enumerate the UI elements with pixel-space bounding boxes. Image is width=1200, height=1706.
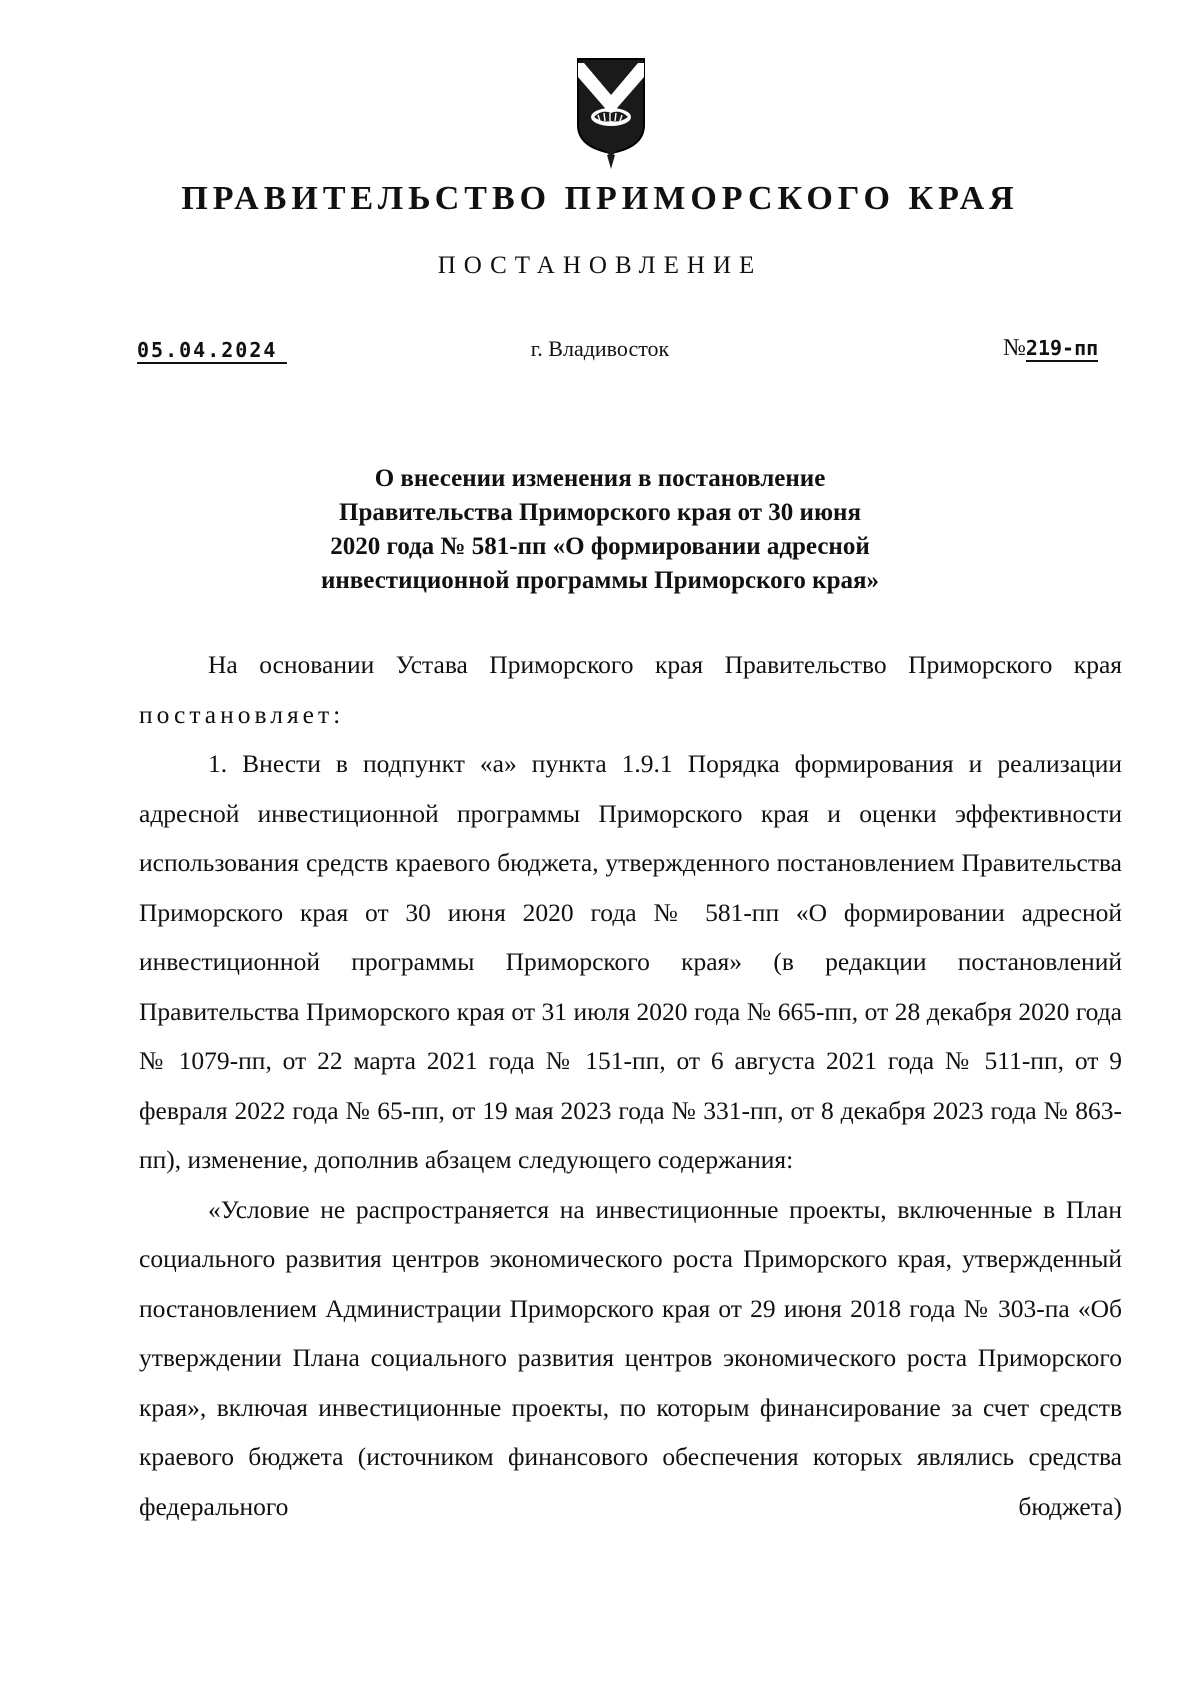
quote-paragraph: «Условие не распространяется на инвестиционные проекты, включенные в План социального развития центров экономического роста Приморского края, утвержденный постановлением Администрации Приморского края от 29 июня 2018 года № 303-па «Об утверждении Плана социального развития центров экономического роста Приморского края», включая инвестиционные проекты, по которым финансирование за счет средств краевого бюджета (источником финансового обеспечения которых являлись средства федерального бюджета) <box>139 1194 1122 1521</box>
subject-line: 2020 года № 581-пп «О формировании адресной <box>330 533 870 560</box>
document-date: 05.04.2024 <box>137 338 287 364</box>
subject-line: Правительства Приморского края от 30 июня <box>339 499 861 526</box>
coat-of-arms-icon <box>574 55 648 173</box>
government-title: ПРАВИТЕЛЬСТВО ПРИМОРСКОГО КРАЯ <box>181 180 1019 217</box>
document-number <box>1003 335 1098 362</box>
item-1-paragraph: 1. Внести в подпункт «а» пункта 1.9.1 Порядка формирования и реализации адресной инвестиционной программы Приморского края и оценки эффективности использования средств краевого бюджета, утвержденного постановлением Правительства Приморского края от 30 июня 2020 года № 581-пп «О формировании адресной инвестиционной программы Приморского края» (в редакции постановлений Правительства Приморского края от 31 июля 2020 года № 665-пп, от 28 декабря 2020 года № 1079-пп, от 22 марта 2021 года № 151-пп, от 6 августа 2021 года № 511-пп, от 9 февраля 2022 года № 65-пп, от 19 мая 2023 года № 331-пп, от 8 декабря 2023 года № 863-пп), изменение, дополнив абзацем следующего содержания: <box>139 749 1122 1174</box>
number-sign: № <box>1003 335 1026 361</box>
number-value: 219-пп <box>1025 336 1099 360</box>
document-type: ПОСТАНОВЛЕНИЕ <box>437 252 763 279</box>
preamble-text: На основании Устава Приморского края Правительство Приморского края <box>208 650 1122 679</box>
subject-line: инвестиционной программы Приморского края» <box>321 567 879 594</box>
document-subject <box>0 462 1200 598</box>
decree-word: постановляет: <box>139 699 345 729</box>
preamble-paragraph <box>139 640 1122 739</box>
subject-line: О внесении изменения в постановление <box>374 465 826 492</box>
document-body <box>139 640 1122 1531</box>
document-city: г. Владивосток <box>530 336 670 361</box>
